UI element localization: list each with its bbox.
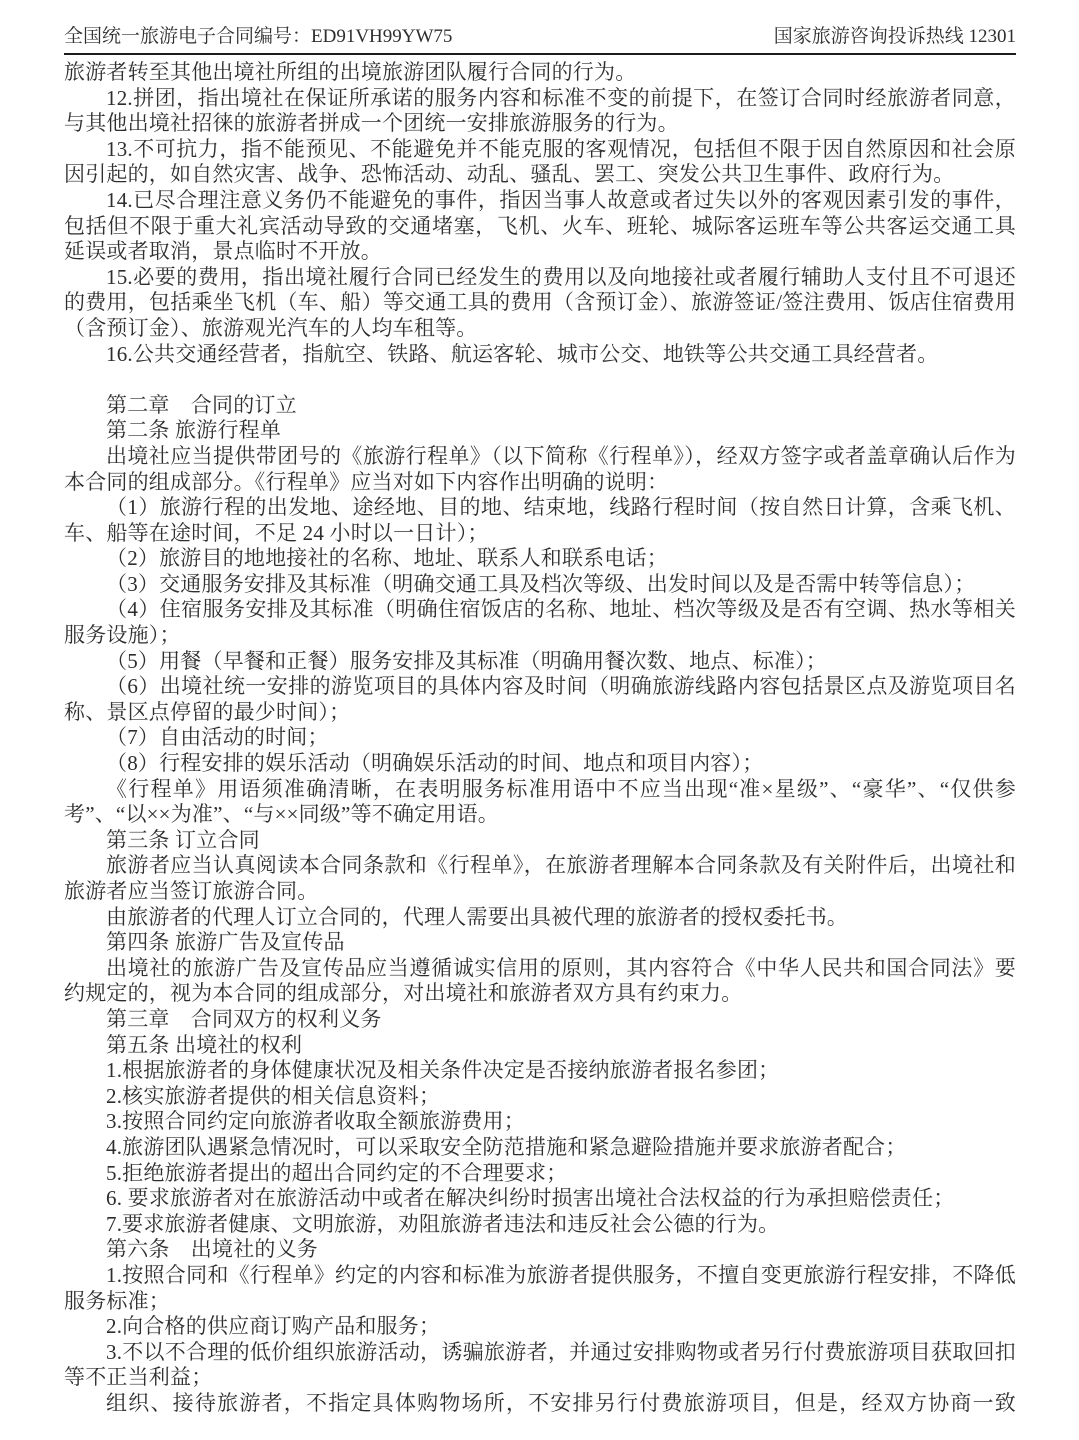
paragraph: 出境社应当提供带团号的《旅游行程单》（以下简称《行程单》），经双方签字或者盖章确认后作为本合同的组成部分。《行程单》应当对如下内容作出明确的说明：	[64, 443, 1016, 494]
paragraph: 旅游者转至其他出境社所组的出境旅游团队履行合同的行为。	[64, 60, 637, 84]
paragraph: 第五条 出境社的权利	[106, 1032, 303, 1057]
paragraph: 2.向合格的供应商订购产品和服务；	[106, 1314, 441, 1339]
header-divider	[64, 53, 1016, 55]
paragraph: 由旅游者的代理人订立合同的，代理人需要出具被代理的旅游者的授权委托书。	[106, 904, 848, 929]
paragraph: 第三章 合同双方的权利义务	[106, 1006, 382, 1031]
paragraph: 第六条 出境社的义务	[106, 1237, 318, 1262]
paragraph: （3）交通服务安排及其标准（明确交通工具及档次等级、出发时间以及是否需中转等信息）；	[106, 571, 976, 596]
paragraph: （4）住宿服务安排及其标准（明确住宿饭店的名称、地址、档次等级及是否有空调、热水等相关服务设施）；	[64, 597, 1016, 648]
paragraph: （1）旅游行程的出发地、途经地、目的地、结束地，线路行程时间（按自然日计算，含乘飞机、车、船等在途时间，不足 24 小时以一日计）；	[64, 495, 1016, 545]
page-header	[64, 26, 1016, 48]
paragraph: 3.不以不合理的低价组织旅游活动，诱骗旅游者，并通过安排购物或者另行付费旅游项目获取回扣等不正当利益；	[64, 1339, 1016, 1390]
hotline-label: 国家旅游咨询投诉热线 12301	[773, 26, 1016, 47]
paragraph: （8）行程安排的娱乐活动（明确娱乐活动的时间、地点和项目内容）；	[106, 751, 764, 776]
paragraph: 1.根据旅游者的身体健康状况及相关条件决定是否接纳旅游者报名参团；	[106, 1058, 780, 1083]
paragraph	[64, 367, 1016, 393]
paragraph: 12.拼团，指出境社在保证所承诺的服务内容和标准不变的前提下，在签订合同时经旅游者同意，与其他出境社招徕的旅游者拼成一个团统一安排旅游服务的行为。	[64, 85, 1016, 136]
paragraph: 《行程单》用语须准确清晰，在表明服务标准用语中不应当出现“准×星级”、“豪华”、“仅供参考”、“以××为准”、“与××同级”等不确定用语。	[64, 776, 1016, 827]
paragraph: 15.必要的费用，指出境社履行合同已经发生的费用以及向地接社或者履行辅助人支付且不可退还的费用，包括乘坐飞机（车、船）等交通工具的费用（含预订金）、旅游签证/签注费用、饭店住宿费用（含预订金）、旅游观光汽车的人均车租等。	[64, 264, 1016, 340]
paragraph: 6. 要求旅游者对在旅游活动中或者在解决纠纷时损害出境社合法权益的行为承担赔偿责任；	[106, 1186, 955, 1211]
contract-number: 全国统一旅游电子合同编号：ED91VH99YW75	[64, 26, 453, 47]
paragraph: 第二章 合同的订立	[106, 392, 297, 417]
paragraph: 旅游者应当认真阅读本合同条款和《行程单》，在旅游者理解本合同条款及有关附件后，出境社和旅游者应当签订旅游合同。	[64, 853, 1016, 903]
paragraph: （6）出境社统一安排的游览项目的具体内容及时间（明确旅游线路内容包括景区点及游览项目名称、景区点停留的最少时间）；	[64, 674, 1016, 724]
paragraph: 7.要求旅游者健康、文明旅游，劝阻旅游者违法和违反社会公德的行为。	[106, 1211, 780, 1236]
paragraph: （2）旅游目的地地接社的名称、地址、联系人和联系电话；	[106, 546, 668, 571]
paragraph: （5）用餐（早餐和正餐）服务安排及其标准（明确用餐次数、地点、标准）；	[106, 648, 827, 673]
paragraph: 1.按照合同和《行程单》约定的内容和标准为旅游者提供服务，不擅自变更旅游行程安排，不降低服务标准；	[64, 1262, 1016, 1313]
contract-body	[64, 60, 1016, 1416]
paragraph: 13.不可抗力，指不能预见、不能避免并不能克服的客观情况，包括但不限于因自然原因和社会原因引起的，如自然灾害、战争、恐怖活动、动乱、骚乱、罢工、突发公共卫生事件、政府行为。	[64, 136, 1016, 187]
paragraph: 4.旅游团队遇紧急情况时，可以采取安全防范措施和紧急避险措施并要求旅游者配合；	[106, 1134, 907, 1159]
paragraph: 5.拒绝旅游者提出的超出合同约定的不合理要求；	[106, 1160, 568, 1185]
paragraph: 14.已尽合理注意义务仍不能避免的事件，指因当事人故意或者过失以外的客观因素引发的事件，包括但不限于重大礼宾活动导致的交通堵塞，飞机、火车、班轮、城际客运班车等公共客运交通工具延误或者取消，景点临时不开放。	[64, 187, 1016, 264]
paragraph: （7）自由活动的时间；	[106, 725, 329, 750]
paragraph: 16.公共交通经营者，指航空、铁路、航运客轮、城市公交、地铁等公共交通工具经营者。	[106, 341, 939, 366]
paragraph: 第二条 旅游行程单	[106, 418, 282, 443]
paragraph: 第四条 旅游广告及宣传品	[106, 930, 345, 955]
paragraph: 3.按照合同约定向旅游者收取全额旅游费用；	[106, 1109, 525, 1134]
paragraph: 出境社的旅游广告及宣传品应当遵循诚实信用的原则，其内容符合《中华人民共和国合同法》要约规定的，视为本合同的组成部分，对出境社和旅游者双方具有约束力。	[64, 955, 1016, 1006]
paragraph: 组织、接待旅游者，不指定具体购物场所，不安排另行付费旅游项目，但是，经双方协商一致	[106, 1390, 1016, 1415]
paragraph: 第三条 订立合同	[106, 827, 260, 852]
paragraph: 2.核实旅游者提供的相关信息资料；	[106, 1083, 441, 1108]
